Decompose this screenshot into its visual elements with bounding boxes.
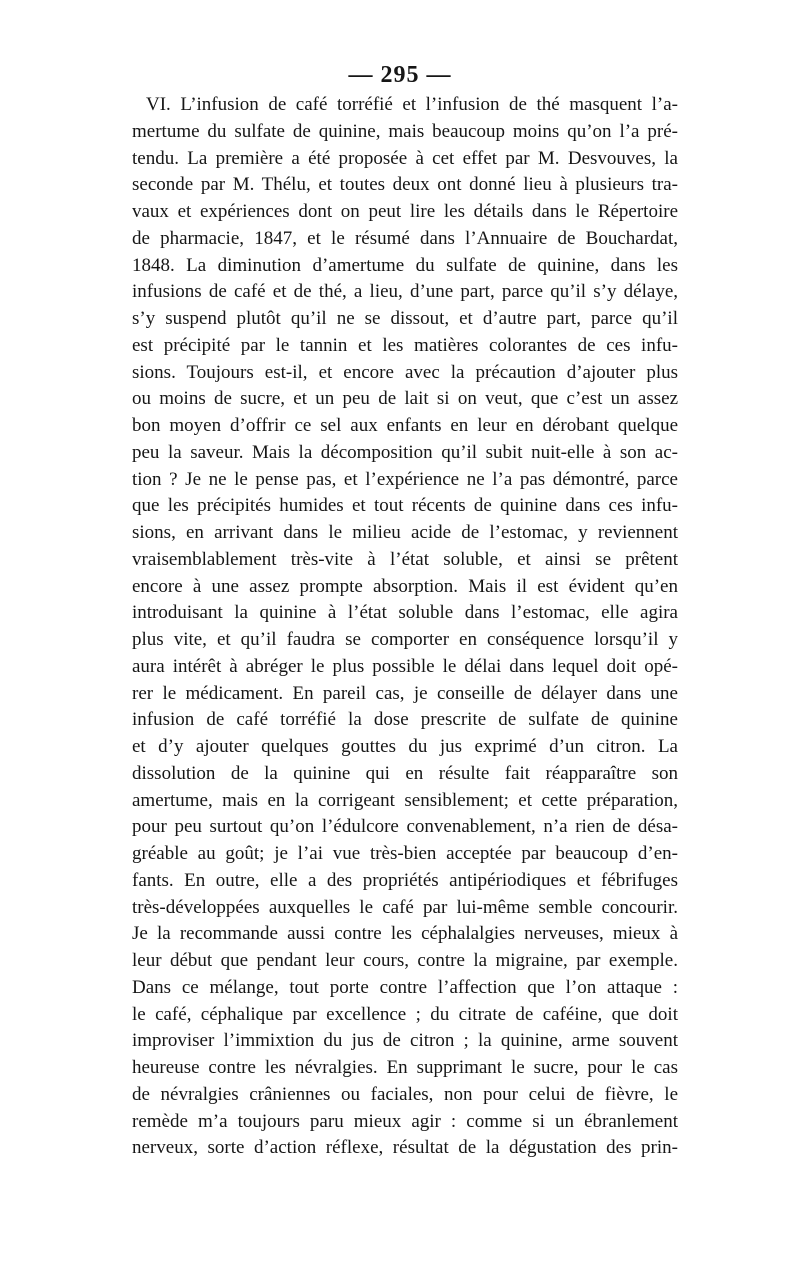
text-line: de névralgies crâniennes ou faciales, non pour celui de fièvre, le — [132, 1083, 678, 1105]
text-line: Dans ce mélange, tout porte contre l’affection que l’on attaque : — [132, 976, 678, 998]
text-line: improviser l’immixtion du jus de citron ; la quinine, arme souvent — [132, 1030, 678, 1052]
text-line: fants. En outre, elle a des propriétés antipériodiques et fébrifuges — [132, 869, 678, 891]
text-line: le café, céphalique par excellence ; du citrate de caféine, que doit — [132, 1003, 678, 1025]
text-line: Je la recommande aussi contre les céphalalgies nerveuses, mieux à — [132, 923, 678, 945]
text-line: infusions de café et de thé, a lieu, d’une part, parce qu’il s’y délaye, — [132, 281, 678, 303]
text-line: VI. L’infusion de café torréfié et l’infusion de thé masquent l’a- — [146, 94, 678, 115]
text-line: introduisant la quinine à l’état soluble dans l’estomac, elle agira — [132, 602, 678, 624]
text-line: sions, en arrivant dans le milieu acide de l’estomac, y reviennent — [132, 522, 678, 543]
text-line: peu la saveur. Mais la décomposition qu’il subit nuit-elle à son ac- — [132, 441, 678, 463]
text-line: aura intérêt à abréger le plus possible le délai dans lequel doit opé- — [132, 655, 678, 677]
text-line: vaux et expériences dont on peut lire les détails dans le Répertoire — [132, 201, 678, 222]
text-line: nerveux, sorte d’action réflexe, résultat de la dégustation des prin- — [132, 1137, 678, 1159]
text-line: seconde par M. Thélu, et toutes deux ont donné lieu à plusieurs tra- — [132, 174, 678, 196]
text-line: leur début que pendant leur cours, contre la migraine, par exemple. — [132, 950, 678, 971]
text-line: que les précipités humides et tout récents de quinine dans ces infu- — [132, 495, 678, 517]
text-line: pour peu surtout qu’on l’édulcore convenablement, n’a rien de désa- — [132, 816, 678, 838]
text-line: très-développées auxquelles le café par lui-même semble concourir. — [132, 896, 678, 918]
text-line: gréable au goût; je l’ai vue très-bien acceptée par beaucoup d’en- — [132, 843, 678, 864]
page-number: — 295 — — [348, 62, 452, 88]
text-line: ou moins de sucre, et un peu de lait si on veut, que c’est un assez — [132, 388, 678, 410]
text-line: amertume, mais en la corrigeant sensiblement; et cette préparation, — [132, 789, 678, 811]
text-line: est précipité par le tannin et les matières colorantes de ces infu- — [132, 334, 678, 356]
text-line: s’y suspend plutôt qu’il ne se dissout, et d’autre part, parce qu’il — [132, 308, 678, 329]
text-line: encore à une assez prompte absorption. Mais il est évident qu’en — [132, 575, 678, 597]
text-line: 1848. La diminution d’amertume du sulfate de quinine, dans les — [132, 254, 678, 276]
text-line: mertume du sulfate de quinine, mais beaucoup moins qu’on l’a pré- — [132, 120, 678, 142]
body-text — [132, 92, 678, 1162]
text-line: plus vite, et qu’il faudra se comporter en conséquence lorsqu’il y — [132, 629, 678, 650]
text-line: tendu. La première a été proposée à cet effet par M. Desvouves, la — [132, 147, 678, 169]
text-line: tion ? Je ne le pense pas, et l’expérience ne l’a pas démontré, parce — [132, 468, 678, 490]
text-line: et d’y ajouter quelques gouttes du jus exprimé d’un citron. La — [132, 736, 678, 757]
text-line: bon moyen d’offrir ce sel aux enfants en leur en dérobant quelque — [132, 415, 678, 436]
text-line: infusion de café torréfié la dose prescrite de sulfate de quinine — [132, 709, 678, 731]
text-line: heureuse contre les névralgies. En supprimant le sucre, pour le cas — [132, 1057, 678, 1078]
text-line: de pharmacie, 1847, et le résumé dans l’Annuaire de Bouchardat, — [132, 227, 678, 249]
text-line: remède m’a toujours paru mieux agir : comme si un ébranlement — [132, 1110, 678, 1132]
text-line: sions. Toujours est-il, et encore avec la précaution d’ajouter plus — [132, 361, 678, 383]
text-line: dissolution de la quinine qui en résulte fait réapparaître son — [132, 762, 678, 784]
text-line: rer le médicament. En pareil cas, je conseille de délayer dans une — [132, 682, 678, 704]
text-line: vraisemblablement très-vite à l’état soluble, et ainsi se prêtent — [132, 548, 678, 570]
